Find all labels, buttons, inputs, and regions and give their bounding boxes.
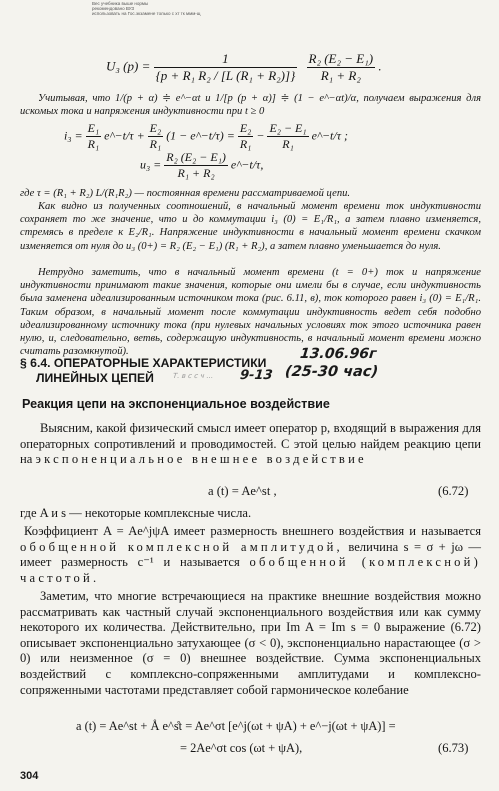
section-heading-line1: § 6.4. ОПЕРАТОРНЫЕ ХАРАКТЕРИСТИКИ xyxy=(20,356,267,370)
formula-i3-frac-b xyxy=(148,121,164,152)
para-notice: Нетрудно заметить, что в начальный момент времени (t = 0+) ток и напряжение индуктивности принимают такие значения, которые они имели бы в случае, если индуктивность была заменена идеализированным источником тока (рис. 6.11, в), ток которого равен i₃ (0) = E₁/R₁. Таким образом, в начальный момент после коммутации индуктивность ведет себя подобно идеализированному источнику тока (при нулевых начальных условиях ток этого источника равен нулю, и, следовательно, ветвь, содержащую индуктивность, в начальный момент времени можно считать разомкнутой). xyxy=(20,267,481,358)
page-number: 304 xyxy=(20,770,39,782)
formula-u3p-frac2 xyxy=(307,51,376,84)
formula-i3 xyxy=(64,121,348,152)
handwritten-date: 13.06.96г xyxy=(299,346,378,362)
formula-i3-mid: (1 − e^−t/τ) = xyxy=(166,128,235,143)
formula-i3-tail: e^−t/τ ; xyxy=(311,128,349,143)
frac-numerator: R₂ (E₂ − E₁) xyxy=(308,51,374,66)
para-accounting: Учитывая, что 1/(p + α) ≑ e^−αt и 1/[p (p + α)] ≑ (1 − e^−αt)/α, получаем выражения для искомых тока и напряжения индуктивности при t ≥ 0 xyxy=(20,93,481,118)
para-tau: где τ = (R₁ + R₂) L/(R₁R₂) — постоянная времени рассматриваемой цепи. xyxy=(20,188,351,199)
formula-u3p xyxy=(106,51,382,84)
handwritten-range: 9-13 xyxy=(239,368,274,383)
frac-denominator: R₁ xyxy=(282,137,294,151)
header-tiny-text: Вес учебника выше нормы рекомендовано ВУЗ использовать на Гос.экзамене только с хт тк ммм-щ xyxy=(92,1,201,16)
formula-end: . xyxy=(378,58,382,74)
para-coefficient xyxy=(20,524,481,586)
formula-u3p-lhs: U₃ (p) = xyxy=(106,58,151,74)
para-coef-text-b: величина s = σ + jω — имеет размерность c⁻¹ и называется xyxy=(20,539,481,570)
formula-i3-exp: e^−t/τ + xyxy=(104,128,145,143)
para-coef-text-a: Коэффициент A = Ae^jψA имеет размерность внешнего воздействия и называется xyxy=(24,524,481,538)
para-intro-spaced: экспоненциальное внешнее воздействие xyxy=(35,452,367,467)
frac-numerator: E₂ − E₁ xyxy=(269,121,307,135)
frac-denominator: {p + R₁ R₂ / [L (R₁ + R₂)]} xyxy=(155,68,296,83)
frac-numerator: E₂ xyxy=(149,121,162,135)
frac-numerator: R₂ (E₂ − E₁) xyxy=(166,150,226,164)
para-coef-spaced-1: обобщенной комплексной амплитудой, xyxy=(20,539,343,554)
equation-number-6-72: (6.72) xyxy=(438,484,469,498)
handwritten-time: (25-30 час) xyxy=(284,364,379,380)
equation-6-72: a (t) = Ae^st , xyxy=(208,484,277,498)
formula-i3-frac-d xyxy=(267,121,308,152)
formula-u3 xyxy=(140,150,263,181)
formula-i3-lhs: i₃ = xyxy=(64,128,83,143)
equation-6-73-line1: a (t) = Ae^st + Å e^s̊t = Ae^σt [e^j(ωt + ψA) + e^−j(ωt + ψA)] = xyxy=(76,719,396,733)
formula-i3-frac-c xyxy=(238,121,254,152)
handwritten-faint-note: Т. в с с ч ... xyxy=(172,372,214,380)
para-observe: Как видно из полученных соотношений, в начальный момент времени ток индуктивности сохраняет то же значение, что и до коммутации i₃ (0) = E₁/R₁, а затем плавно изменяется, стремясь в пределе к E₂/R₁. Напряжение индуктивности в начальный момент времени скачком изменяется от нуля до u₃ (0+) = R₂ (E₂ − E₁) (R₁ + R₂), а затем плавно уменьшается до нуля. xyxy=(20,201,481,252)
frac-denominator: R₁ + R₂ xyxy=(320,68,361,83)
section-heading-line2: ЛИНЕЙНЫХ ЦЕПЕЙ xyxy=(36,371,154,385)
frac-denominator: R₁ xyxy=(149,137,162,151)
para-note: Заметим, что многие встречающиеся на практике внешние воздействия можно рассматривать как частный случай экспоненциального воздействия или как сумму некоторого их количества. Действительно, при Im A = Im s = 0 выражение (6.72) описывает экспоненциально затухающее (σ < 0), экспоненциально нарастающее (σ > 0) или неизменное (σ = 0) внешнее воздействие. Сумма экспоненциальных воздействий с комплексно-сопряженными амплитудами и комплексно-сопряженными частотами представляет собой гармоническое колебание xyxy=(20,589,481,697)
equation-number-6-73: (6.73) xyxy=(438,741,469,755)
formula-u3-frac xyxy=(164,150,228,181)
frac-denominator: R₁ xyxy=(87,137,100,151)
para-coef-spaced-2: обобщенной (комплексной) частотой. xyxy=(20,555,481,585)
frac-numerator: E₁ xyxy=(87,121,100,135)
subsection-title: Реакция цепи на экспоненциальное воздействие xyxy=(22,397,330,411)
equation-6-73-line2: = 2Ae^σt cos (ωt + ψA), xyxy=(180,741,303,755)
para-where: где A и s — некоторые комплексные числа. xyxy=(20,506,252,520)
para-intro xyxy=(20,421,481,468)
formula-u3-tail: e^−t/τ, xyxy=(230,157,264,172)
frac-numerator: 1 xyxy=(154,51,298,68)
frac-denominator: R₁ xyxy=(239,137,252,151)
para-intro-text: Выясним, какой физический смысл имеет оператор p, входящий в выражения для операторных сопротивлений и проводимостей. С этой целью найдем реакцию цепи на xyxy=(20,421,481,467)
formula-i3-frac-a xyxy=(86,121,102,152)
frac-numerator: E₂ xyxy=(239,121,252,135)
frac-denominator: R₁ + R₂ xyxy=(177,166,215,180)
formula-i3-minus: − xyxy=(256,128,265,143)
formula-u3p-frac1 xyxy=(154,51,298,84)
formula-u3-lhs: u₃ = xyxy=(140,157,162,172)
